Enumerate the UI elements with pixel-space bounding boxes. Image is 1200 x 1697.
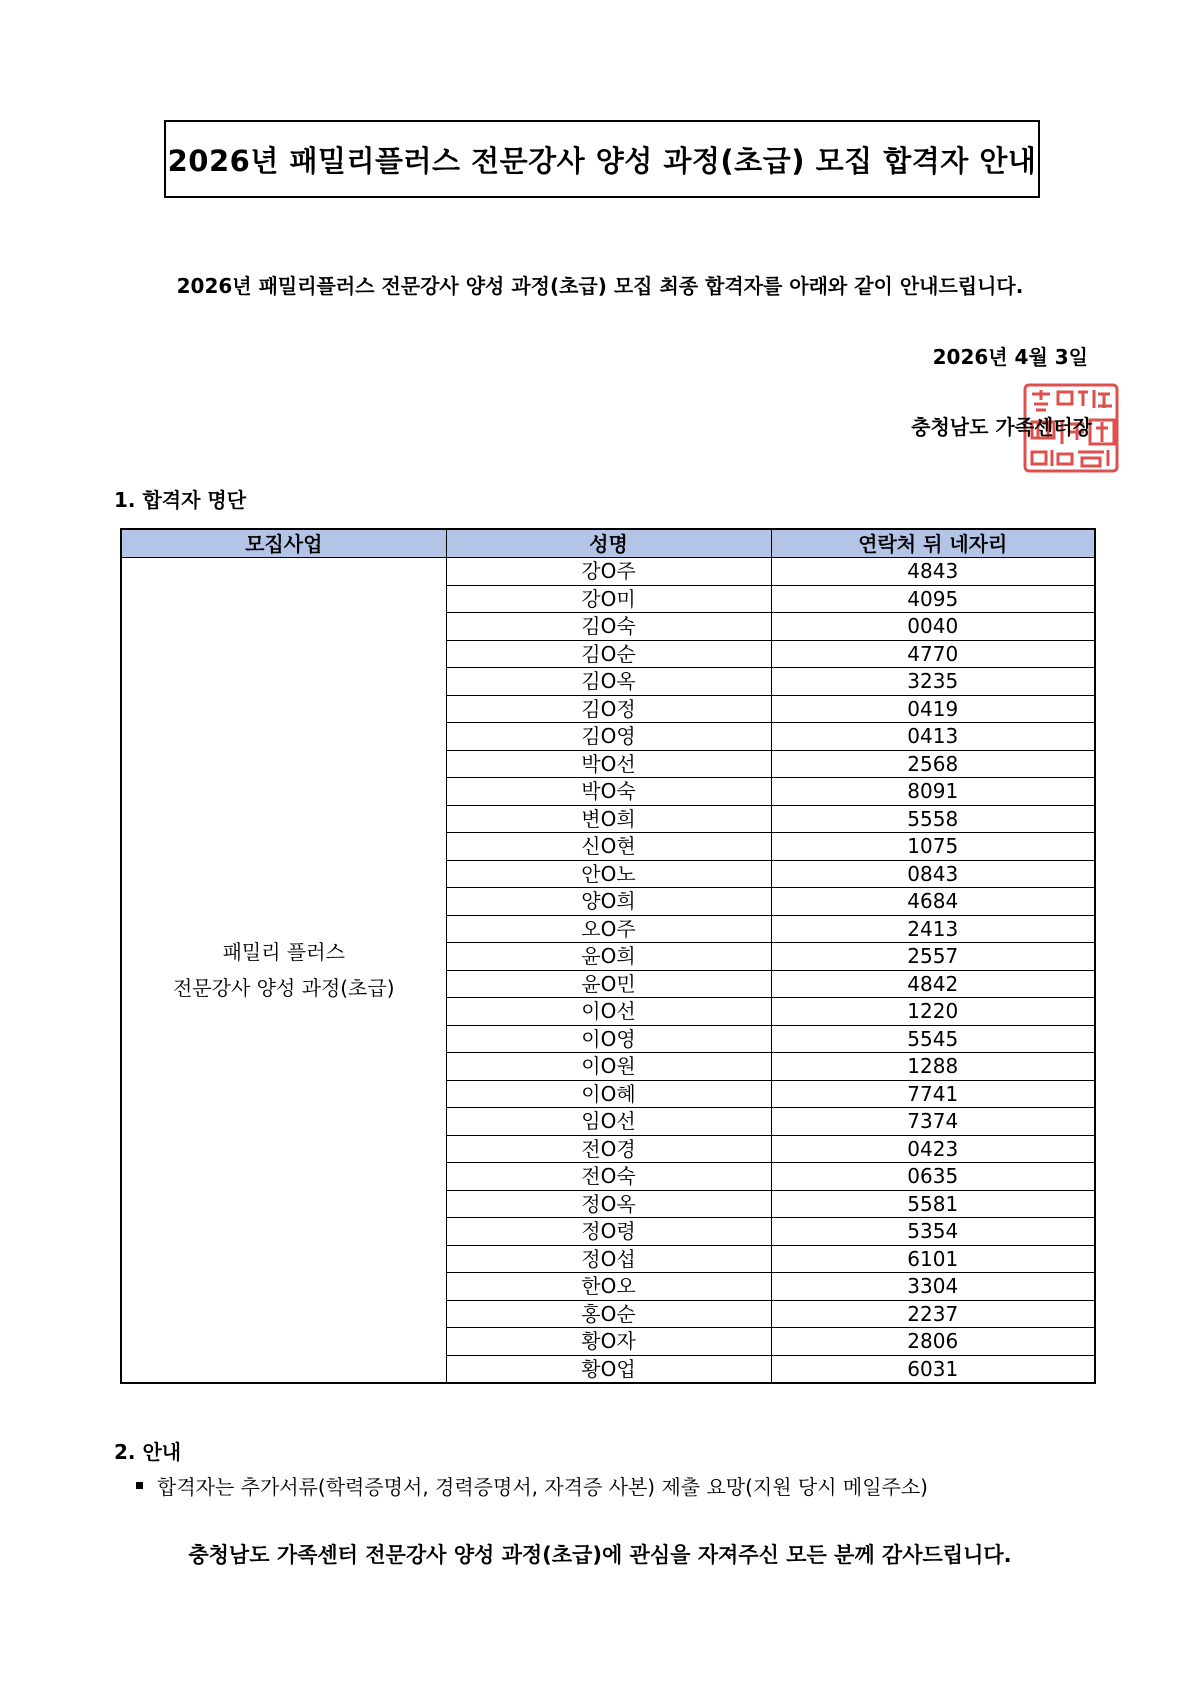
applicant-name-cell: 이O원	[446, 1053, 771, 1081]
applicant-name-cell: 박O숙	[446, 778, 771, 806]
applicant-name-cell: 전O경	[446, 1135, 771, 1163]
applicant-name-cell: 김O영	[446, 723, 771, 751]
column-header-name: 성명	[446, 529, 771, 558]
phone-last4-cell: 3235	[771, 668, 1095, 696]
table-header-row	[121, 529, 1095, 558]
phone-last4-cell: 1075	[771, 833, 1095, 861]
applicant-name-cell: 전O숙	[446, 1163, 771, 1191]
phone-last4-cell: 4684	[771, 888, 1095, 916]
bullet-icon	[136, 1482, 143, 1489]
phone-last4-cell: 2568	[771, 750, 1095, 778]
phone-last4-cell: 5558	[771, 805, 1095, 833]
applicant-name-cell: 정O옥	[446, 1190, 771, 1218]
closing-text: 충청남도 가족센터 전문강사 양성 과정(초급)에 관심을 자져주신 모든 분께 감사드립니다.	[188, 1543, 1012, 1567]
applicant-name-cell: 김O정	[446, 695, 771, 723]
phone-last4-cell: 4095	[771, 585, 1095, 613]
applicant-name-cell: 이O영	[446, 1025, 771, 1053]
phone-last4-cell: 4842	[771, 970, 1095, 998]
applicant-name-cell: 변O희	[446, 805, 771, 833]
phone-last4-cell: 0843	[771, 860, 1095, 888]
phone-last4-cell: 3304	[771, 1273, 1095, 1301]
applicant-name-cell: 정O섭	[446, 1245, 771, 1273]
applicant-name-cell: 윤O희	[446, 943, 771, 971]
applicant-name-cell: 강O주	[446, 558, 771, 586]
notice-item	[136, 1471, 928, 1500]
applicant-name-cell: 김O순	[446, 640, 771, 668]
phone-last4-cell: 2413	[771, 915, 1095, 943]
notice-text: 합격자는 추가서류(학력증명서, 경력증명서, 자격증 사본) 제출 요망(지원 당시 메일주소)	[157, 1475, 928, 1499]
applicant-name-cell: 박O선	[446, 750, 771, 778]
phone-last4-cell: 0413	[771, 723, 1095, 751]
applicant-name-cell: 홍O순	[446, 1300, 771, 1328]
phone-last4-cell: 5545	[771, 1025, 1095, 1053]
column-header-program: 모집사업	[121, 529, 446, 558]
applicant-name-cell: 이O혜	[446, 1080, 771, 1108]
phone-last4-cell: 4843	[771, 558, 1095, 586]
applicant-name-cell: 황O업	[446, 1355, 771, 1383]
roster-table	[120, 528, 1096, 1384]
phone-last4-cell: 1220	[771, 998, 1095, 1026]
table-row	[121, 558, 1095, 586]
phone-last4-cell: 2237	[771, 1300, 1095, 1328]
roster-table-body	[121, 558, 1095, 1384]
phone-last4-cell: 6101	[771, 1245, 1095, 1273]
phone-last4-cell: 5354	[771, 1218, 1095, 1246]
program-name-line2: 전문강사 양성 과정(초급)	[172, 976, 395, 1000]
phone-last4-cell: 5581	[771, 1190, 1095, 1218]
applicant-name-cell: 김O숙	[446, 613, 771, 641]
applicant-name-cell: 황O자	[446, 1328, 771, 1356]
phone-last4-cell: 2557	[771, 943, 1095, 971]
section-heading-roster: 1. 합격자 명단	[114, 488, 247, 512]
applicant-name-cell: 김O옥	[446, 668, 771, 696]
document-title-text: 2026년 패밀리플러스 전문강사 양성 과정(초급) 모집 합격자 안내	[167, 143, 1037, 178]
applicant-name-cell: 강O미	[446, 585, 771, 613]
phone-last4-cell: 0635	[771, 1163, 1095, 1191]
applicant-name-cell: 양O희	[446, 888, 771, 916]
phone-last4-cell: 4770	[771, 640, 1095, 668]
section-heading-notice: 2. 안내	[114, 1440, 182, 1464]
applicant-name-cell: 임O선	[446, 1108, 771, 1136]
phone-last4-cell: 0419	[771, 695, 1095, 723]
applicant-name-cell: 한O오	[446, 1273, 771, 1301]
applicant-name-cell: 신O현	[446, 833, 771, 861]
program-cell	[121, 558, 446, 1384]
issuer-name: 충청남도 가족센터장	[911, 415, 1092, 439]
document-date: 2026년 4월 3일	[932, 345, 1088, 369]
phone-last4-cell: 1288	[771, 1053, 1095, 1081]
phone-last4-cell: 7741	[771, 1080, 1095, 1108]
column-header-phone: 연락처 뒤 네자리	[771, 529, 1095, 558]
document-title	[164, 120, 1040, 198]
applicant-name-cell: 윤O민	[446, 970, 771, 998]
applicant-name-cell: 안O노	[446, 860, 771, 888]
program-name-line1: 패밀리 플러스	[222, 940, 345, 964]
intro-text: 2026년 패밀리플러스 전문강사 양성 과정(초급) 모집 최종 합격자를 아래와 같이 안내드립니다.	[176, 274, 1024, 298]
phone-last4-cell: 0040	[771, 613, 1095, 641]
phone-last4-cell: 0423	[771, 1135, 1095, 1163]
applicant-name-cell: 정O령	[446, 1218, 771, 1246]
phone-last4-cell: 8091	[771, 778, 1095, 806]
phone-last4-cell: 7374	[771, 1108, 1095, 1136]
phone-last4-cell: 2806	[771, 1328, 1095, 1356]
phone-last4-cell: 6031	[771, 1355, 1095, 1383]
applicant-name-cell: 오O주	[446, 915, 771, 943]
applicant-name-cell: 이O선	[446, 998, 771, 1026]
